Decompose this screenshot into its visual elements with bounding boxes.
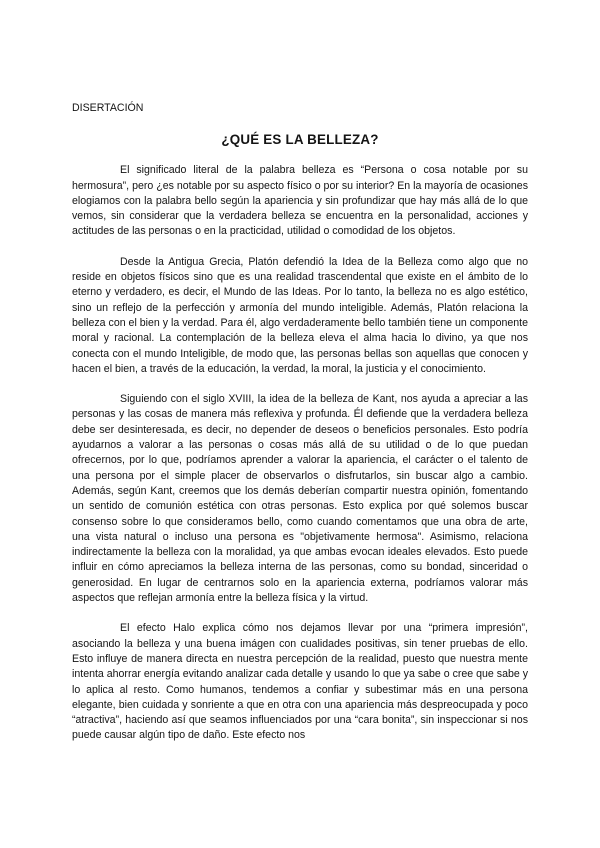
paragraph-definition: El significado literal de la palabra belleza es “Persona o cosa notable por su hermosura”, pero ¿es notable por su aspecto físico o por su interior? En la mayoría de ocasiones elogiamos con la palabra bello según la apariencia y sin profundizar que hay más allá de lo que vemos, sin considerar que la verdadera belleza se encuentra en la personalidad, acciones y actitudes de las personas o en la practicidad, utilidad o comodidad de los objetos. bbox=[72, 164, 528, 238]
document-title: ¿QUÉ ES LA BELLEZA? bbox=[221, 132, 379, 148]
paragraph-plato: Desde la Antigua Grecia, Platón defendió la Idea de la Belleza como algo que no reside en objetos físicos sino que es una realidad trascendental que existe en el ámbito de lo eterno y verdadero, es decir, el Mundo de las Ideas. Por lo tanto, la belleza no es algo estético, sino un reflejo de la perfección y armonía del mundo inteligible. Además, Platón relaciona la belleza con el bien y la verdad. Para él, algo verdaderamente bello también tiene un componente moral y racional. La contemplación de la belleza eleva el alma hacia lo divino, ya que nos conecta con el mundo Inteligible, de modo que, las personas bellas son aquellas que conocen y hacen el bien, a través de la educación, la verdad, la moral, la justicia y el conocimiento. bbox=[72, 255, 528, 375]
paragraph-halo-effect: El efecto Halo explica cómo nos dejamos llevar por una “primera impresión”, asociando la belleza y una buena imágen con cualidades positivas, sin tener pruebas de ello. Esto influye de manera directa en nuestra percepción de la realidad, puesto que nuestra mente intenta ahorrar energía evitando analizar cada detalle y usando lo que ya sabe o cree que sabe y lo aplica al resto. Como humanos, tendemos a confiar y subestimar más en una persona elegante, bien cuidada y sonriente a que en otra con una apariencia más despreocupada y poco “atractiva”, haciendo así que seamos influenciados por una “cara bonita”, sin inspeccionar si nos puede causar algún tipo de daño. Este efecto nos bbox=[72, 622, 528, 742]
document-body bbox=[72, 101, 528, 759]
document-label: DISERTACIÓN bbox=[72, 102, 144, 114]
paragraph-kant: Siguiendo con el siglo XVIII, la idea de la belleza de Kant, nos ayuda a apreciar a las personas y las cosas de manera más reflexiva y profunda. Él defiende que la verdadera belleza debe ser desinteresada, es decir, no depender de deseos o beneficios personales. Esto podría ayudarnos a valorar a las personas o cosas más allá de su utilidad o de lo que puedan ofrecernos, por lo que, podríamos aprender a valorar la apariencia, el carácter o el talento de una persona por el simple placer de observarlos o disfrutarlos, sin buscar algo a cambio. Además, según Kant, creemos que los demás deberían compartir nuestra opinión, fomentando un sentido de comunión estética con otras personas. Esto explica por qué solemos buscar consenso sobre lo que consideramos bello, como cuando comentamos que una obra de arte, una vista natural o incluso una persona es "objetivamente hermosa". Asimismo, relaciona indirectamente la belleza con la moralidad, ya que ambas evocan ideales elevados. Esto puede influir en cómo apreciamos la belleza interna de las personas, como su bondad, sinceridad o generosidad. En lugar de centrarnos solo en la apariencia externa, podríamos valorar más aspectos que reflejan armonía entre la belleza física y la virtud. bbox=[72, 393, 528, 605]
